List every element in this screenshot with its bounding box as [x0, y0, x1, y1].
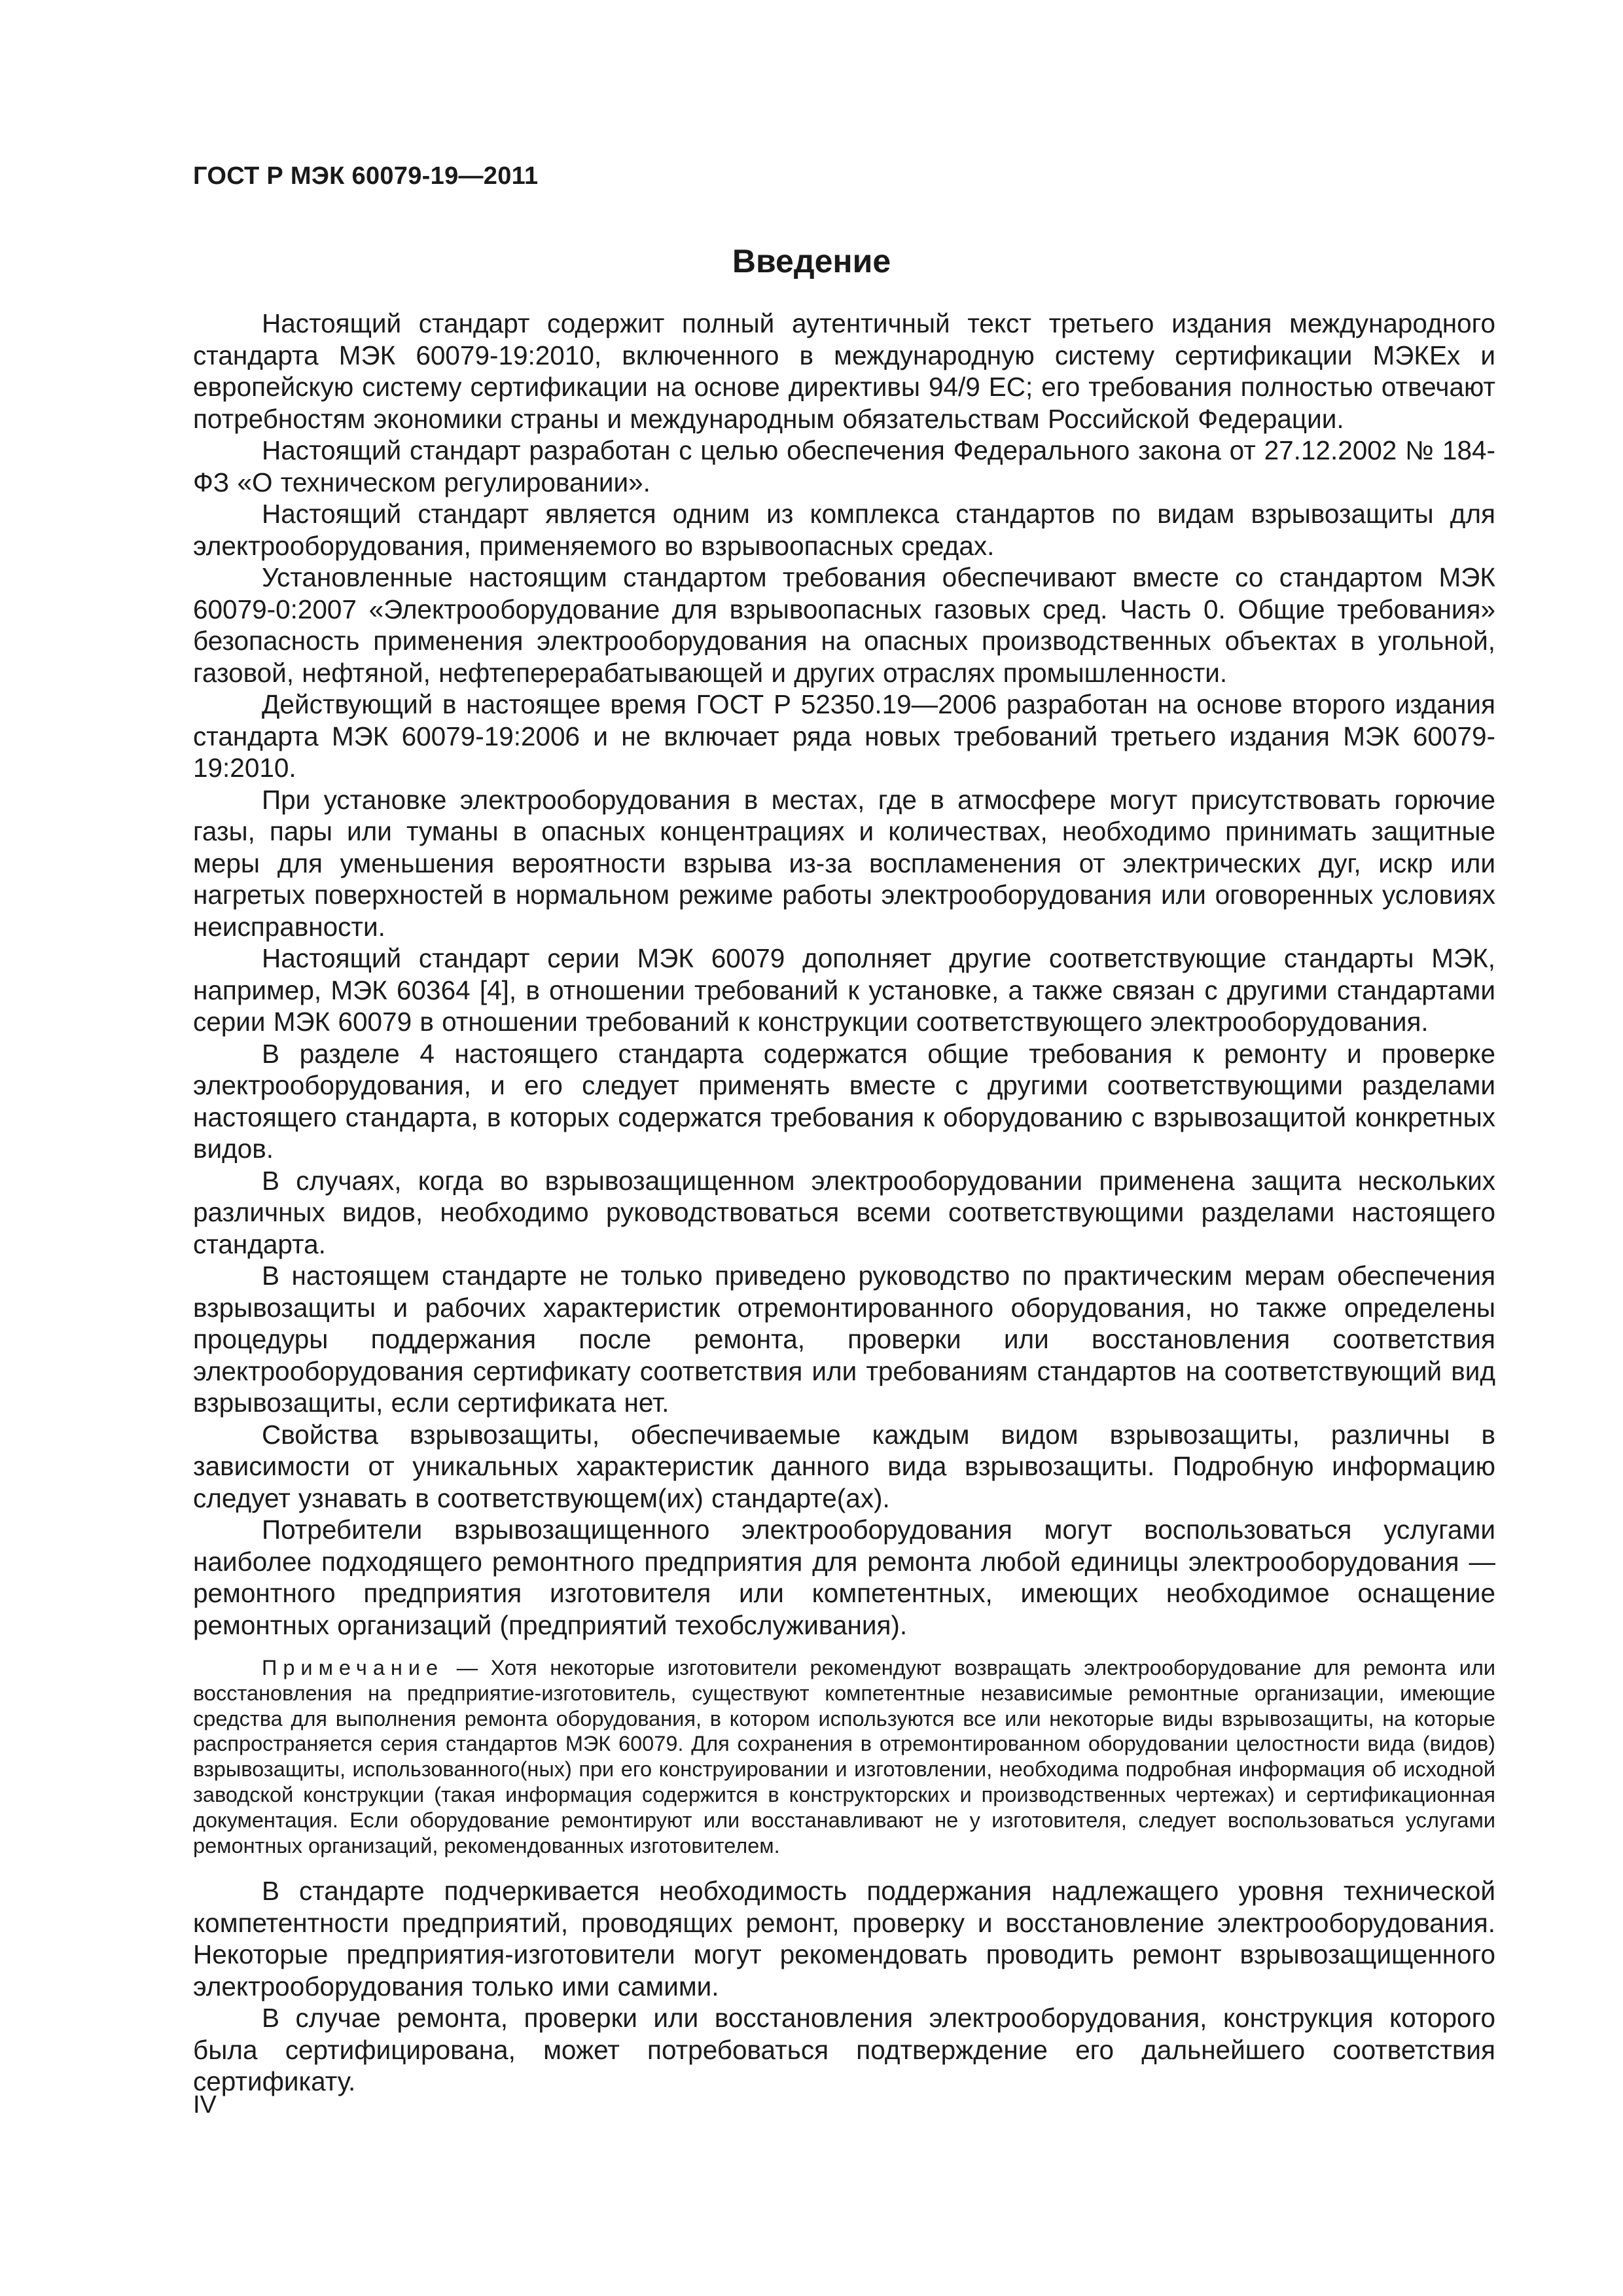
note-text: — Хотя некоторые изготовители рекомендуют возвращать электрооборудование для ремонта или восстановления на предприятие-изготовитель, существуют компетентные независимые ремонтные организации, имеющие средства для выполнения ремонта оборудования, в котором используются все или некоторые виды взрывозащиты, на которые распространяется серия стандартов МЭК 60079. Для сохранения в отремонтированном оборудовании целостности вида (видов) взрывозащиты, использованного(ных) при его конструировании и изготовлении, необходима подробная информация об исходной заводской конструкции (такая информация содержится в конструкторских и производственных чертежах) и сертификационная документация. Если оборудование ремонтируют или восстанавливают не у изготовителя, следует воспользоваться услугами ремонтных организаций, рекомендованных изготовителем. [193, 1656, 1495, 1857]
paragraph: Установленные настоящим стандартом требования обеспечивают вместе со стандартом МЭК 60079-0:2007 «Электрооборудование для взрывоопасных газовых сред. Часть 0. Общие требования» безопасность применения электрооборудования на опасных производственных объектах в угольной, газовой, нефтяной, нефтеперерабатывающей и других отраслях промышленности. [193, 562, 1495, 688]
section-title: Введение [732, 243, 891, 279]
paragraph: При установке электрооборудования в местах, где в атмосфере могут присутствовать горючие газы, пары или туманы в опасных концентрациях и количествах, необходимо принимать защитные меры для уменьшения вероятности взрыва из-за воспламенения от электрических дуг, искр или нагретых поверхностей в нормальном режиме работы электрооборудования или оговоренных условиях неисправности. [193, 784, 1495, 942]
note-label: Примечание [262, 1656, 444, 1679]
paragraph: Свойства взрывозащиты, обеспечиваемые каждым видом взрывозащиты, различны в зависимости от уникальных характеристик данного вида взрывозащиты. Подробную информацию следует узнавать в соответствующем(их) стандарте(ах). [193, 1419, 1495, 1513]
paragraph: Настоящий стандарт разработан с целью обеспечения Федерального закона от 27.12.2002 № 184-ФЗ «О техническом регулировании». [193, 435, 1495, 497]
paragraph: Настоящий стандарт серии МЭК 60079 дополняет другие соответствующие стандарты МЭК, например, МЭК 60364 [4], в отношении требований к установке, а также связан с другими стандартами серии МЭК 60079 в отношении требований к конструкции соответствующего электрооборудования. [193, 943, 1495, 1037]
paragraph: Потребители взрывозащищенного электрооборудования могут воспользоваться услугами наиболее подходящего ремонтного предприятия для ремонта любой единицы электрооборудования — ремонтного предприятия изготовителя или компетентных, имеющих необходимое оснащение ремонтных организаций (предприятий техобслуживания). [193, 1515, 1495, 1640]
document-code: ГОСТ Р МЭК 60079-19—2011 [193, 162, 539, 190]
paragraph: Настоящий стандарт является одним из комплекса стандартов по видам взрывозащиты для электрооборудования, применяемого во взрывоопасных средах. [193, 499, 1495, 561]
paragraph: В настоящем стандарте не только приведено руководство по практическим мерам обеспечения взрывозащиты и рабочих характеристик отремонтированного оборудования, но также определены процедуры поддержания после ремонта, проверки или восстановления соответствия электрооборудования сертификату соответствия или требованиям стандартов на соответствующий вид взрывозащиты, если сертификата нет. [193, 1261, 1495, 1418]
note [193, 1655, 1495, 1858]
paragraph: В стандарте подчеркивается необходимость поддержания надлежащего уровня технической компетентности предприятий, проводящих ремонт, проверку и восстановление электрооборудования. Некоторые предприятия-изготовители могут рекомендовать проводить ремонт взрывозащищенного электрооборудования только ими самими. [193, 1876, 1495, 2001]
paragraph: Настоящий стандарт содержит полный аутентичный текст третьего издания международного стандарта МЭК 60079-19:2010, включенного в международную систему сертификации МЭКEx и европейскую систему сертификации на основе директивы 94/9 ЕС; его требования полностью отвечают потребностям экономики страны и международным обязательствам Российской Федерации. [193, 308, 1495, 434]
page-number: IV [193, 2091, 217, 2119]
paragraph: В случае ремонта, проверки или восстановления электрооборудования, конструкция которого была сертифицирована, может потребоваться подтверждение его дальнейшего соответствия сертификату. [193, 2003, 1495, 2097]
paragraph: В случаях, когда во взрывозащищенном электрооборудовании применена защита нескольких различных видов, необходимо руководствоваться всеми соответствующими разделами настоящего стандарта. [193, 1165, 1495, 1259]
paragraph: Действующий в настоящее время ГОСТ Р 52350.19—2006 разработан на основе второго издания стандарта МЭК 60079-19:2006 и не включает ряда новых требований третьего издания МЭК 60079-19:2010. [193, 689, 1495, 783]
paragraph: В разделе 4 настоящего стандарта содержатся общие требования к ремонту и проверке электрооборудования, и его следует применять вместе с другими соответствующими разделами настоящего стандарта, в которых содержатся требования к оборудованию с взрывозащитой конкретных видов. [193, 1038, 1495, 1164]
body-text [193, 308, 1495, 2098]
